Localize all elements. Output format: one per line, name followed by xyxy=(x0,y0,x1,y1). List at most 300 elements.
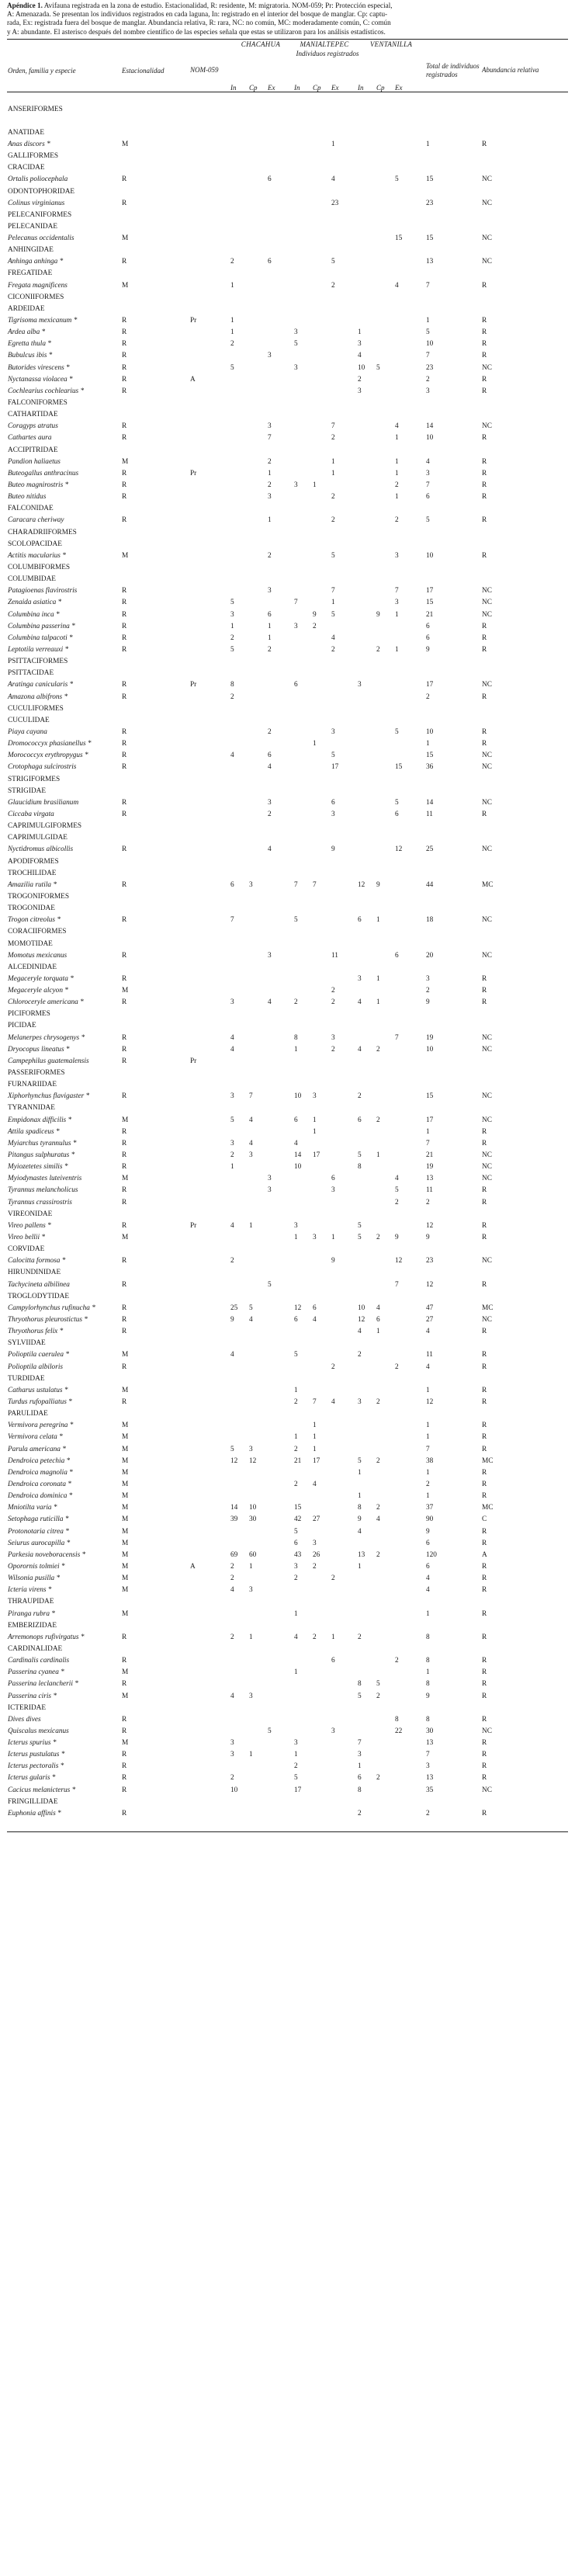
species-name: Protonotaria citrea * xyxy=(8,1527,69,1536)
count-cell: 2 xyxy=(230,1774,234,1783)
species-row xyxy=(7,1161,568,1173)
count-cell xyxy=(375,327,393,338)
abundancia-cell: NC xyxy=(482,1786,492,1794)
group-label: STRIGIFORMES xyxy=(8,775,61,783)
count-cell: 1 xyxy=(331,457,335,466)
count-cell xyxy=(330,1550,356,1561)
species-row xyxy=(7,338,568,350)
count-cell: 3 xyxy=(294,481,298,490)
count-cell: 2 xyxy=(230,1257,234,1265)
count-cell: 7 xyxy=(395,1033,399,1042)
total-cell: 21 xyxy=(426,610,434,619)
count-cell xyxy=(393,1138,426,1150)
count-cell: 23 xyxy=(331,199,339,207)
estacionalidad-cell: R xyxy=(122,752,127,760)
total-cell: 36 xyxy=(426,763,434,772)
count-cell: 3 xyxy=(249,1445,253,1453)
species-row xyxy=(7,1456,568,1467)
count-cell xyxy=(356,139,375,151)
total-cell: 1 xyxy=(426,1668,430,1677)
count-cell xyxy=(293,139,311,151)
estacionalidad-cell: R xyxy=(122,375,127,384)
count-cell xyxy=(393,1573,426,1585)
count-cell: 4 xyxy=(249,1139,253,1147)
estacionalidad-cell: R xyxy=(122,1257,127,1265)
estacionalidad-cell: M xyxy=(122,1562,129,1571)
count-cell: 1 xyxy=(331,469,335,477)
abundancia-cell: R xyxy=(482,1127,487,1136)
species-name: Tigrisoma mexicanum * xyxy=(8,317,78,325)
nom-cell xyxy=(190,644,229,656)
count-cell: 15 xyxy=(395,763,403,772)
nom-cell xyxy=(190,1502,229,1514)
count-cell xyxy=(248,679,266,691)
count-cell xyxy=(393,679,426,691)
nom-cell xyxy=(190,1526,229,1537)
abundancia-cell: R xyxy=(482,469,487,477)
estacionalidad-cell: R xyxy=(122,516,127,525)
count-cell xyxy=(393,1785,426,1797)
count-cell xyxy=(330,1679,356,1690)
abundancia-cell: R xyxy=(482,1221,487,1230)
count-cell xyxy=(393,1585,426,1596)
count-cell xyxy=(311,633,330,644)
count-cell xyxy=(375,597,393,609)
count-cell xyxy=(248,457,266,468)
total-cell: 1 xyxy=(426,1609,430,1618)
species-name: Turdus rufopalliatus * xyxy=(8,1397,72,1406)
total-cell: 2 xyxy=(426,375,430,384)
count-cell xyxy=(248,621,266,633)
count-cell: 4 xyxy=(230,1033,234,1042)
nom-cell xyxy=(190,1443,229,1455)
abundancia-cell: R xyxy=(482,281,487,290)
count-cell xyxy=(311,1197,330,1209)
count-cell xyxy=(248,1714,266,1726)
count-cell xyxy=(375,1561,393,1573)
count-cell xyxy=(293,644,311,656)
total-cell: 15 xyxy=(426,1092,434,1101)
species-name: Crotophaga sulcirostris xyxy=(8,763,77,772)
group-label: FURNARIIDAE xyxy=(8,1081,57,1089)
count-cell xyxy=(248,1420,266,1432)
estacionalidad-cell: R xyxy=(122,1092,127,1101)
count-cell xyxy=(248,844,266,856)
count-cell xyxy=(248,997,266,1009)
total-cell: 3 xyxy=(426,974,430,983)
count-cell xyxy=(375,750,393,762)
count-cell xyxy=(375,280,393,292)
count-cell xyxy=(311,597,330,609)
total-cell: 47 xyxy=(426,1304,434,1312)
species-name: Icterus pustulatus * xyxy=(8,1751,65,1759)
count-cell xyxy=(356,750,375,762)
header-total: Total de individuos registrados xyxy=(426,61,480,78)
count-cell: 1 xyxy=(230,1163,234,1172)
count-cell xyxy=(311,691,330,703)
count-cell xyxy=(248,1197,266,1209)
total-cell: 4 xyxy=(426,1328,430,1336)
species-name: Momotus mexicanus xyxy=(8,951,68,960)
count-cell: 2 xyxy=(331,493,335,502)
count-cell xyxy=(356,1173,375,1185)
species-row xyxy=(7,797,568,809)
count-cell: 2 xyxy=(331,1363,335,1371)
count-cell: 2 xyxy=(230,634,234,642)
count-cell xyxy=(293,1420,311,1432)
count-cell: 5 xyxy=(294,1527,298,1536)
count-cell xyxy=(293,1655,311,1667)
count-cell xyxy=(356,1655,375,1667)
species-row xyxy=(7,1044,568,1056)
count-cell: 9 xyxy=(376,610,380,619)
count-cell: 2 xyxy=(395,1363,399,1371)
group-row xyxy=(7,1644,568,1655)
count-cell: 4 xyxy=(294,1139,298,1147)
total-cell: 9 xyxy=(426,1527,430,1536)
count-cell: 3 xyxy=(249,1586,253,1595)
count-cell xyxy=(293,515,311,526)
species-name: Piaya cayana xyxy=(8,727,47,736)
nom-cell xyxy=(190,1161,229,1173)
count-cell xyxy=(229,1385,248,1397)
count-cell xyxy=(393,1420,426,1432)
count-cell xyxy=(266,1561,293,1573)
abundancia-cell: R xyxy=(482,1139,487,1147)
count-cell: 4 xyxy=(395,281,399,290)
total-cell: 5 xyxy=(426,516,430,525)
count-cell xyxy=(266,1349,293,1361)
count-cell: 2 xyxy=(376,1774,380,1783)
count-cell xyxy=(393,880,426,891)
count-cell: 4 xyxy=(294,1633,298,1641)
count-cell xyxy=(229,468,248,480)
count-cell xyxy=(393,1314,426,1326)
count-cell xyxy=(229,1127,248,1138)
estacionalidad-cell: M xyxy=(122,551,129,560)
abundancia-cell: NC xyxy=(482,599,492,607)
count-cell xyxy=(229,974,248,985)
nom-cell xyxy=(190,844,229,856)
count-cell xyxy=(393,750,426,762)
species-name: Tyrannus crassirostris xyxy=(8,1198,72,1206)
species-row xyxy=(7,727,568,738)
species-name: Buteo nitidus xyxy=(8,493,47,502)
nom-cell xyxy=(190,597,229,609)
count-cell: 5 xyxy=(395,175,399,184)
species-name: Catharus ustulatus * xyxy=(8,1386,68,1394)
nom-cell xyxy=(190,363,229,374)
count-cell: 1 xyxy=(268,622,272,630)
count-cell xyxy=(266,327,293,338)
count-cell: 12 xyxy=(249,1456,257,1465)
nom-cell xyxy=(190,1127,229,1138)
count-cell xyxy=(375,1808,393,1820)
estacionalidad-cell: R xyxy=(122,916,127,925)
count-cell xyxy=(393,915,426,926)
count-cell xyxy=(293,280,311,292)
count-cell xyxy=(311,1785,330,1797)
species-row xyxy=(7,691,568,703)
count-cell: 7 xyxy=(249,1092,253,1101)
estacionalidad-cell: R xyxy=(122,1198,127,1206)
nom-cell xyxy=(190,691,229,703)
count-cell: 2 xyxy=(331,987,335,995)
species-name: Egretta thula * xyxy=(8,340,51,349)
abundancia-cell: R xyxy=(482,1809,487,1817)
count-cell xyxy=(311,844,330,856)
count-cell: 3 xyxy=(313,1234,317,1242)
count-cell: 4 xyxy=(230,1692,234,1700)
count-cell: 3 xyxy=(230,610,234,619)
count-cell xyxy=(311,950,330,962)
nom-cell xyxy=(190,1385,229,1397)
count-cell: 3 xyxy=(395,599,399,607)
estacionalidad-cell: M xyxy=(122,987,129,995)
count-cell xyxy=(356,1573,375,1585)
count-cell: 1 xyxy=(395,645,399,654)
nom-cell xyxy=(190,457,229,468)
count-cell: 9 xyxy=(395,1234,399,1242)
count-cell xyxy=(293,386,311,398)
count-cell xyxy=(393,997,426,1009)
count-cell xyxy=(229,797,248,809)
count-cell: 42 xyxy=(294,1515,302,1524)
count-cell xyxy=(266,1632,293,1644)
count-cell: 5 xyxy=(395,798,399,807)
count-cell: 1 xyxy=(294,1045,298,1054)
count-cell: 12 xyxy=(230,1456,238,1465)
count-cell xyxy=(393,1150,426,1161)
estacionalidad-cell: R xyxy=(122,1033,127,1042)
nom-cell xyxy=(190,1749,229,1761)
total-cell: 3 xyxy=(426,1762,430,1771)
count-cell xyxy=(311,374,330,386)
count-cell xyxy=(375,432,393,444)
count-cell xyxy=(330,350,356,362)
count-cell xyxy=(248,691,266,703)
header-sub: Ex xyxy=(395,83,403,92)
species-row xyxy=(7,1362,568,1373)
species-name: Mniotilta varia * xyxy=(8,1504,57,1512)
count-cell: 10 xyxy=(294,1092,302,1101)
group-label: FALCONIDAE xyxy=(8,505,54,513)
total-cell: 9 xyxy=(426,645,430,654)
species-row xyxy=(7,515,568,526)
species-row xyxy=(7,480,568,491)
count-cell: 1 xyxy=(358,1468,362,1477)
count-cell xyxy=(266,363,293,374)
count-cell xyxy=(229,1197,248,1209)
count-cell xyxy=(229,1432,248,1443)
estacionalidad-cell: R xyxy=(122,845,127,854)
species-name: Icterus spurius * xyxy=(8,1739,57,1748)
count-cell xyxy=(229,233,248,245)
estacionalidad-cell: R xyxy=(122,1715,127,1724)
count-cell xyxy=(375,679,393,691)
count-cell: 2 xyxy=(313,1562,317,1571)
count-cell xyxy=(229,844,248,856)
count-cell xyxy=(356,738,375,750)
count-cell xyxy=(375,1761,393,1772)
species-row xyxy=(7,468,568,480)
count-cell: 9 xyxy=(376,880,380,889)
count-cell xyxy=(266,1456,293,1467)
total-cell: 9 xyxy=(426,998,430,1007)
species-row xyxy=(7,985,568,997)
species-name: Amazilia rutila * xyxy=(8,880,57,889)
count-cell xyxy=(229,432,248,444)
count-cell xyxy=(248,1161,266,1173)
species-row xyxy=(7,432,568,444)
caption-line: A: Amenazada. Se presentan los individuos registrados en cada laguna, In: registrado en el interior del bosque de manglar. Cp: captu- xyxy=(7,10,388,19)
group-row xyxy=(7,1338,568,1349)
count-cell xyxy=(311,1349,330,1361)
count-cell xyxy=(266,985,293,997)
count-cell: 5 xyxy=(294,916,298,925)
total-cell: 23 xyxy=(426,363,434,372)
count-cell: 1 xyxy=(313,1422,317,1430)
count-cell: 5 xyxy=(294,340,298,349)
species-row xyxy=(7,915,568,926)
group-label: PARULIDAE xyxy=(8,1410,48,1418)
count-cell xyxy=(393,1385,426,1397)
count-cell xyxy=(375,1573,393,1585)
count-cell xyxy=(356,1714,375,1726)
count-cell: 8 xyxy=(230,681,234,689)
count-cell xyxy=(248,609,266,621)
count-cell xyxy=(311,1185,330,1196)
count-cell: 2 xyxy=(331,998,335,1007)
count-cell xyxy=(248,315,266,327)
count-cell xyxy=(293,432,311,444)
group-label: PSITTACIDAE xyxy=(8,669,54,678)
estacionalidad-cell: M xyxy=(122,140,129,148)
species-name: Leptotila verreauxi * xyxy=(8,645,69,654)
count-cell xyxy=(248,468,266,480)
species-row xyxy=(7,350,568,362)
count-cell: 2 xyxy=(331,281,335,290)
count-cell xyxy=(311,809,330,821)
nom-cell xyxy=(190,1115,229,1127)
count-cell xyxy=(311,233,330,245)
count-cell xyxy=(266,1608,293,1620)
abundancia-cell: R xyxy=(482,1492,487,1501)
count-cell: 3 xyxy=(358,681,362,689)
species-row xyxy=(7,1679,568,1690)
count-cell: 2 xyxy=(331,1574,335,1583)
count-cell: 3 xyxy=(230,1139,234,1147)
count-cell xyxy=(356,1138,375,1150)
total-cell: 19 xyxy=(426,1033,434,1042)
species-name: Passerina ciris * xyxy=(8,1692,57,1700)
species-table xyxy=(7,39,568,1832)
count-cell xyxy=(293,1726,311,1738)
estacionalidad-cell: M xyxy=(122,1668,129,1677)
count-cell xyxy=(375,1608,393,1620)
total-cell: 4 xyxy=(426,1363,430,1371)
group-label: THRAUPIDAE xyxy=(8,1598,54,1606)
count-cell: 7 xyxy=(358,1739,362,1748)
species-row xyxy=(7,1479,568,1491)
count-cell: 7 xyxy=(268,434,272,443)
nom-cell: Pr xyxy=(190,469,197,477)
estacionalidad-cell: M xyxy=(122,1586,129,1595)
species-row xyxy=(7,679,568,691)
species-name: Vermivora celata * xyxy=(8,1433,63,1442)
count-cell xyxy=(266,374,293,386)
total-cell: 11 xyxy=(426,1351,433,1359)
group-row xyxy=(7,562,568,574)
estacionalidad-cell: M xyxy=(122,1468,129,1477)
estacionalidad-cell: R xyxy=(122,1786,127,1794)
total-cell xyxy=(426,1056,482,1068)
count-cell: 5 xyxy=(376,363,380,372)
count-cell xyxy=(375,1655,393,1667)
species-row xyxy=(7,491,568,503)
group-label: SCOLOPACIDAE xyxy=(8,540,62,548)
group-row xyxy=(7,1373,568,1385)
abundancia-cell: R xyxy=(482,693,487,701)
count-cell: 5 xyxy=(395,727,399,736)
abundancia-cell: NC xyxy=(482,1116,492,1124)
species-name: Cacicus melanicterus * xyxy=(8,1786,76,1794)
abundancia-cell: R xyxy=(482,1633,487,1641)
count-cell xyxy=(356,1667,375,1679)
count-cell: 1 xyxy=(331,1234,335,1242)
count-cell: 3 xyxy=(395,551,399,560)
count-cell: 1 xyxy=(268,469,272,477)
count-cell xyxy=(330,1502,356,1514)
species-name: Tyrannus melancholicus xyxy=(8,1186,78,1195)
count-cell xyxy=(266,1161,293,1173)
count-cell: 5 xyxy=(268,1280,272,1289)
count-cell xyxy=(375,457,393,468)
count-cell: 10 xyxy=(358,363,365,372)
caption-line: Avifauna registrada en la zona de estudio. Estacionalidad, R: residente, M: migratoria. NOM-059; Pr: Protección especial, xyxy=(42,2,393,9)
total-cell: 13 xyxy=(426,1739,434,1748)
estacionalidad-cell: R xyxy=(122,469,127,477)
group-row xyxy=(7,786,568,797)
count-cell: 7 xyxy=(395,587,399,595)
count-cell xyxy=(330,1091,356,1102)
abundancia-cell: R xyxy=(482,1751,487,1759)
count-cell xyxy=(356,280,375,292)
count-cell xyxy=(356,609,375,621)
nom-cell xyxy=(190,762,229,773)
abundancia-cell: R xyxy=(482,1527,487,1536)
total-cell: 2 xyxy=(426,693,430,701)
count-cell xyxy=(293,1127,311,1138)
count-cell xyxy=(356,1197,375,1209)
count-cell xyxy=(330,1161,356,1173)
estacionalidad-cell: R xyxy=(122,740,127,748)
count-cell xyxy=(266,1197,293,1209)
nom-cell xyxy=(190,256,229,268)
count-cell xyxy=(375,1432,393,1443)
group-row xyxy=(7,1797,568,1808)
count-cell xyxy=(293,1362,311,1373)
count-cell xyxy=(266,1538,293,1550)
nom-cell xyxy=(190,1197,229,1209)
nom-cell xyxy=(190,1279,229,1291)
nom-cell xyxy=(190,386,229,398)
abundancia-cell: R xyxy=(482,998,487,1007)
count-cell: 60 xyxy=(249,1550,257,1559)
count-cell xyxy=(356,315,375,327)
count-cell xyxy=(266,1679,293,1690)
estacionalidad-cell: R xyxy=(122,352,127,360)
